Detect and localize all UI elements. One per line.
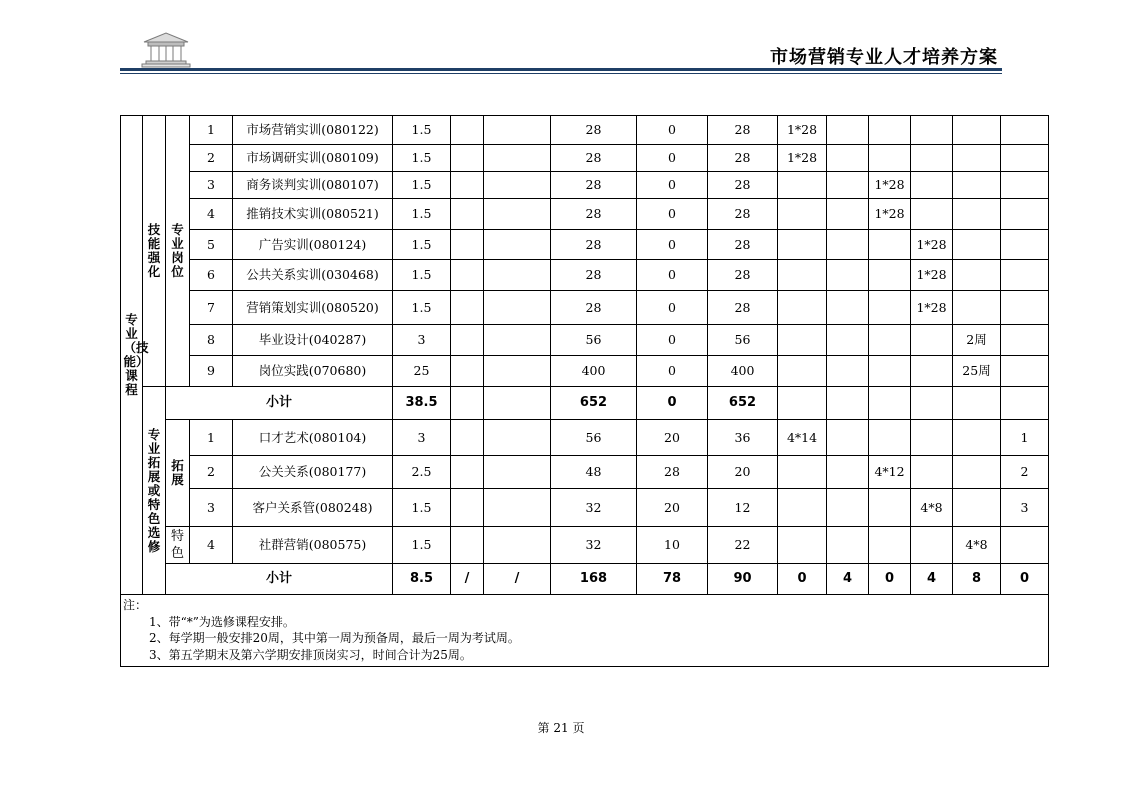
term-1: 1*28 [778,116,827,145]
theory-hours: 20 [637,420,708,456]
practice-hours: 56 [708,325,778,356]
total-hours: 28 [551,145,637,172]
subtotal-slash: / [451,564,484,595]
total-hours: 400 [551,356,637,387]
empty-cell [451,356,484,387]
empty-cell [484,291,551,325]
subtotal-term-2: 4 [827,564,869,595]
row-no: 6 [190,260,233,291]
category-ext-cell: 专业拓展或特色选修 [143,387,166,595]
empty-cell [451,260,484,291]
subtotal-credit: 8.5 [393,564,451,595]
total-hours: 56 [551,325,637,356]
course-name: 毕业设计(040287) [233,325,393,356]
term-5 [953,145,1001,172]
subtotal-term-3: 0 [869,564,911,595]
table-row [121,260,1049,291]
subtotal-credit: 38.5 [393,387,451,420]
subtotal-row [121,564,1049,595]
header-rule-thin [120,73,1002,74]
empty-cell [451,291,484,325]
header-rule [120,68,1002,71]
practice-hours: 28 [708,172,778,199]
term-5: 25周 [953,356,1001,387]
subtotal-total: 652 [551,387,637,420]
practice-hours: 12 [708,489,778,527]
practice-hours: 28 [708,260,778,291]
term-6 [1001,230,1049,260]
practice-hours: 400 [708,356,778,387]
total-hours: 28 [551,199,637,230]
term-3: 1*28 [869,199,911,230]
term-5 [953,230,1001,260]
term-1 [778,456,827,489]
credit: 1.5 [393,199,451,230]
term-3 [869,260,911,291]
term-2 [827,489,869,527]
course-name: 市场营销实训(080122) [233,116,393,145]
empty-cell [484,356,551,387]
term-5 [953,420,1001,456]
category-outer-cell: 专业（技能）课程 [121,116,143,595]
term-5 [953,199,1001,230]
term-1: 4*14 [778,420,827,456]
term-2 [827,172,869,199]
empty-cell [451,145,484,172]
term-2 [827,356,869,387]
practice-hours: 28 [708,199,778,230]
empty-cell [451,325,484,356]
empty-cell [451,230,484,260]
empty-cell [484,387,551,420]
row-no: 1 [190,420,233,456]
credit: 1.5 [393,230,451,260]
theory-hours: 28 [637,456,708,489]
table-row [121,230,1049,260]
term-6: 2 [1001,456,1049,489]
empty-cell [484,260,551,291]
practice-hours: 28 [708,116,778,145]
row-no: 4 [190,199,233,230]
term-5 [953,172,1001,199]
theory-hours: 0 [637,260,708,291]
term-6 [1001,325,1049,356]
note-item: 3、第五学期末及第六学期安排顶岗实习，时间合计为25周。 [149,647,472,662]
credit: 3 [393,420,451,456]
subtotal-term-6: 0 [1001,564,1049,595]
empty-cell [827,387,869,420]
term-2 [827,230,869,260]
term-5: 4*8 [953,527,1001,564]
category-skill-sub-cell: 专业岗位 [166,116,190,387]
course-name: 营销策划实训(080520) [233,291,393,325]
course-name: 公关关系(080177) [233,456,393,489]
note-item: 2、每学期一般安排20周，其中第一周为预备周，最后一周为考试周。 [149,631,520,645]
table-row [121,356,1049,387]
total-hours: 28 [551,291,637,325]
term-4 [911,116,953,145]
notes-cell [121,595,1049,667]
row-no: 2 [190,456,233,489]
credit: 25 [393,356,451,387]
pavilion-logo-icon [140,28,192,70]
subtotal-practice: 652 [708,387,778,420]
empty-cell [1001,387,1049,420]
row-no: 7 [190,291,233,325]
term-6 [1001,172,1049,199]
term-3 [869,527,911,564]
total-hours: 32 [551,489,637,527]
term-1 [778,230,827,260]
term-3 [869,489,911,527]
row-no: 3 [190,489,233,527]
term-6: 3 [1001,489,1049,527]
empty-cell [953,387,1001,420]
empty-cell [484,420,551,456]
subtotal-practice: 90 [708,564,778,595]
term-3 [869,145,911,172]
subtotal-label: 小计 [166,387,393,420]
term-4 [911,145,953,172]
term-1 [778,291,827,325]
course-name: 客户关系管(080248) [233,489,393,527]
empty-cell [451,527,484,564]
row-no: 8 [190,325,233,356]
term-2 [827,260,869,291]
practice-hours: 28 [708,230,778,260]
term-5 [953,260,1001,291]
course-name: 口才艺术(080104) [233,420,393,456]
term-3 [869,420,911,456]
term-4 [911,527,953,564]
subtotal-row [121,387,1049,420]
table-row [121,116,1049,145]
document-title: 市场营销专业人才培养方案 [770,47,998,68]
theory-hours: 10 [637,527,708,564]
term-2 [827,116,869,145]
theory-hours: 20 [637,489,708,527]
term-6 [1001,199,1049,230]
category-ext-sub-cell: 拓展 [166,420,190,527]
term-4 [911,420,953,456]
table-row [121,291,1049,325]
term-3 [869,356,911,387]
term-6 [1001,116,1049,145]
term-1 [778,356,827,387]
empty-cell [484,116,551,145]
empty-cell [484,199,551,230]
term-4 [911,172,953,199]
term-1: 1*28 [778,145,827,172]
empty-cell [484,172,551,199]
category-ext-sub2-cell: 特色 [166,527,190,564]
term-4 [911,456,953,489]
empty-cell [484,325,551,356]
practice-hours: 28 [708,145,778,172]
term-4 [911,356,953,387]
term-1 [778,527,827,564]
row-no: 2 [190,145,233,172]
course-name: 岗位实践(070680) [233,356,393,387]
empty-cell [484,145,551,172]
subtotal-label: 小计 [166,564,393,595]
table-row [121,325,1049,356]
empty-cell [451,387,484,420]
course-name: 市场调研实训(080109) [233,145,393,172]
term-5 [953,489,1001,527]
notes-row [121,595,1049,667]
term-1 [778,172,827,199]
credit: 1.5 [393,145,451,172]
row-no: 4 [190,527,233,564]
course-name: 商务谈判实训(080107) [233,172,393,199]
table-row [121,456,1049,489]
theory-hours: 0 [637,199,708,230]
course-name: 公共关系实训(030468) [233,260,393,291]
empty-cell [484,489,551,527]
term-4 [911,199,953,230]
total-hours: 28 [551,230,637,260]
subtotal-slash: / [484,564,551,595]
row-no: 3 [190,172,233,199]
subtotal-term-5: 8 [953,564,1001,595]
practice-hours: 36 [708,420,778,456]
term-2 [827,456,869,489]
row-no: 1 [190,116,233,145]
empty-cell [451,489,484,527]
total-hours: 28 [551,260,637,291]
empty-cell [451,199,484,230]
term-2 [827,420,869,456]
subtotal-theory: 0 [637,387,708,420]
subtotal-theory: 78 [637,564,708,595]
table-row [121,145,1049,172]
term-5 [953,456,1001,489]
term-4: 1*28 [911,230,953,260]
practice-hours: 22 [708,527,778,564]
empty-cell [911,387,953,420]
term-4: 1*28 [911,260,953,291]
empty-cell [484,456,551,489]
term-3 [869,291,911,325]
theory-hours: 0 [637,291,708,325]
term-3: 4*12 [869,456,911,489]
theory-hours: 0 [637,116,708,145]
course-name: 社群营销(080575) [233,527,393,564]
credit: 2.5 [393,456,451,489]
total-hours: 28 [551,172,637,199]
empty-cell [451,172,484,199]
theory-hours: 0 [637,172,708,199]
credit: 1.5 [393,489,451,527]
term-6 [1001,291,1049,325]
empty-cell [484,527,551,564]
term-4: 4*8 [911,489,953,527]
subtotal-total: 168 [551,564,637,595]
term-2 [827,527,869,564]
table-row [121,420,1049,456]
theory-hours: 0 [637,356,708,387]
term-1 [778,260,827,291]
subtotal-term-4: 4 [911,564,953,595]
term-5: 2周 [953,325,1001,356]
total-hours: 56 [551,420,637,456]
term-6 [1001,527,1049,564]
course-name: 推销技术实训(080521) [233,199,393,230]
category-skill-cell: 技能强化 [143,116,166,387]
credit: 1.5 [393,291,451,325]
credit: 1.5 [393,260,451,291]
credit: 1.5 [393,116,451,145]
empty-cell [451,456,484,489]
term-3 [869,116,911,145]
table-row [121,527,1049,564]
practice-hours: 28 [708,291,778,325]
term-1 [778,489,827,527]
theory-hours: 0 [637,325,708,356]
empty-cell [869,387,911,420]
term-1 [778,199,827,230]
empty-cell [451,420,484,456]
term-6 [1001,356,1049,387]
term-3: 1*28 [869,172,911,199]
page-number: 第 21 页 [537,721,585,735]
term-6 [1001,260,1049,291]
term-6: 1 [1001,420,1049,456]
notes-title: 注： [123,598,148,612]
term-4: 1*28 [911,291,953,325]
theory-hours: 0 [637,230,708,260]
row-no: 5 [190,230,233,260]
term-1 [778,325,827,356]
theory-hours: 0 [637,145,708,172]
term-3 [869,325,911,356]
total-hours: 32 [551,527,637,564]
term-3 [869,230,911,260]
subtotal-term-1: 0 [778,564,827,595]
table-row [121,199,1049,230]
credit: 1.5 [393,172,451,199]
empty-cell [778,387,827,420]
row-no: 9 [190,356,233,387]
credit: 1.5 [393,527,451,564]
table-row [121,489,1049,527]
credit: 3 [393,325,451,356]
term-6 [1001,145,1049,172]
course-name: 广告实训(080124) [233,230,393,260]
total-hours: 48 [551,456,637,489]
term-2 [827,325,869,356]
term-5 [953,291,1001,325]
table-row [121,172,1049,199]
course-table [120,115,1049,667]
term-4 [911,325,953,356]
empty-cell [484,230,551,260]
term-2 [827,199,869,230]
term-2 [827,145,869,172]
term-2 [827,291,869,325]
practice-hours: 20 [708,456,778,489]
empty-cell [451,116,484,145]
term-5 [953,116,1001,145]
note-item: 1、带“*”为选修课程安排。 [149,614,295,629]
total-hours: 28 [551,116,637,145]
